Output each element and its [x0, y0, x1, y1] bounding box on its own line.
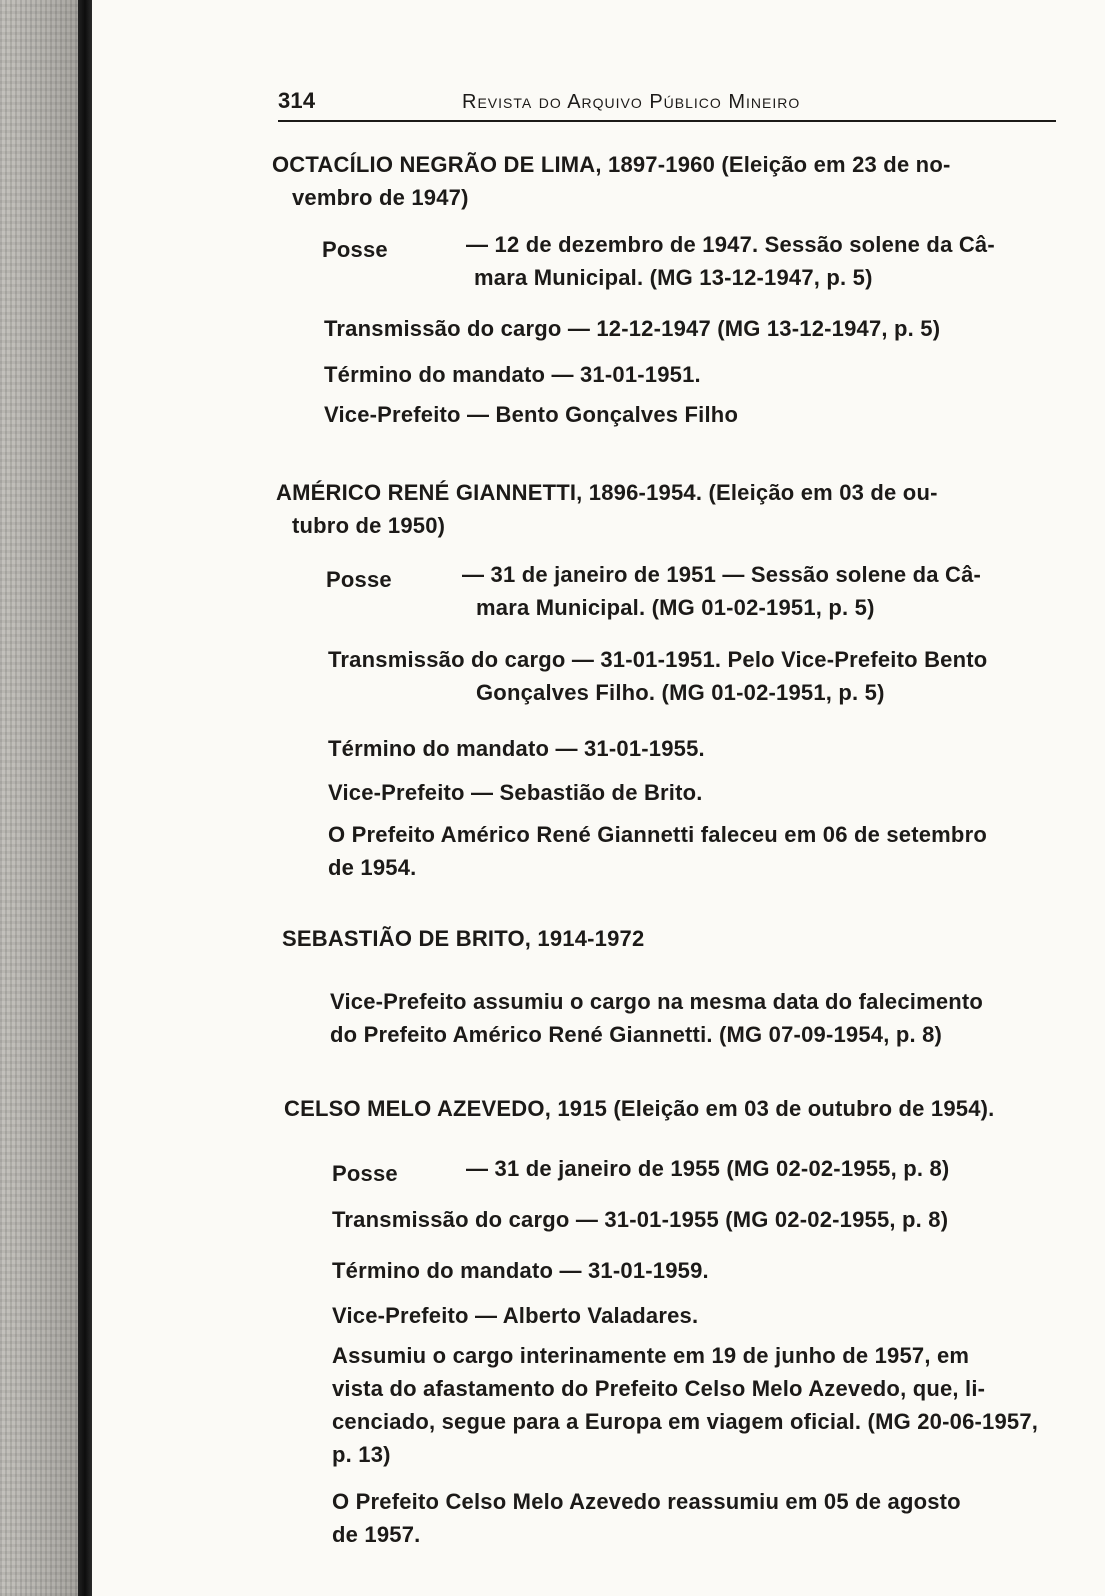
- termino-text: Término do mandato — 31-01-1951.: [324, 362, 701, 387]
- note-text-cont: p. 13): [332, 1442, 391, 1467]
- termino-text: Término do mandato — 31-01-1959.: [332, 1258, 709, 1283]
- vice-prefeito-text: Vice-Prefeito — Alberto Valadares.: [332, 1303, 699, 1328]
- transmissao-text: Transmissão do cargo — 31-01-1951. Pelo Vice-Prefeito Bento: [328, 647, 988, 672]
- posse-text: — 12 de dezembro de 1947. Sessão solene da Câ-: [466, 232, 995, 257]
- book-spine: [78, 0, 92, 1596]
- posse-label: Posse: [322, 237, 388, 262]
- termino-text: Término do mandato — 31-01-1955.: [328, 736, 705, 761]
- page-header: [278, 84, 1056, 122]
- transmissao-text: Transmissão do cargo — 12-12-1947 (MG 13-12-1947, p. 5): [324, 316, 941, 341]
- note-text-cont: do Prefeito Américo René Giannetti. (MG 07-09-1954, p. 8): [330, 1022, 943, 1047]
- vice-prefeito-text: Vice-Prefeito — Bento Gonçalves Filho: [324, 402, 739, 427]
- entry-heading: AMÉRICO RENÉ GIANNETTI, 1896-1954. (Eleição em 03 de ou-: [276, 480, 938, 505]
- entry-heading-cont: tubro de 1950): [292, 513, 446, 538]
- document-page: [270, 0, 1070, 1596]
- note-text: Assumiu o cargo interinamente em 19 de junho de 1957, em: [332, 1343, 970, 1368]
- entry-heading-cont: vembro de 1947): [292, 185, 469, 210]
- note-text-cont: de 1957.: [332, 1522, 421, 1547]
- posse-text-cont: mara Municipal. (MG 01-02-1951, p. 5): [476, 595, 875, 620]
- note-text-cont: vista do afastamento do Prefeito Celso Melo Azevedo, que, li-: [332, 1376, 986, 1401]
- scan-gutter: [0, 0, 78, 1596]
- entry-heading: OCTACÍLIO NEGRÃO DE LIMA, 1897-1960 (Eleição em 23 de no-: [272, 152, 951, 177]
- posse-text: — 31 de janeiro de 1955 (MG 02-02-1955, p. 8): [466, 1156, 950, 1181]
- entry-heading: CELSO MELO AZEVEDO, 1915 (Eleição em 03 de outubro de 1954).: [284, 1096, 995, 1121]
- transmissao-text: Transmissão do cargo — 31-01-1955 (MG 02-02-1955, p. 8): [332, 1207, 949, 1232]
- posse-text: — 31 de janeiro de 1951 — Sessão solene da Câ-: [462, 562, 982, 587]
- note-text: Vice-Prefeito assumiu o cargo na mesma data do falecimento: [330, 989, 984, 1014]
- transmissao-text-cont: Gonçalves Filho. (MG 01-02-1951, p. 5): [476, 680, 885, 705]
- note-text-cont: de 1954.: [328, 855, 417, 880]
- posse-label: Posse: [332, 1161, 398, 1186]
- entry-heading: SEBASTIÃO DE BRITO, 1914-1972: [282, 926, 645, 951]
- note-text-cont: cenciado, segue para a Europa em viagem oficial. (MG 20-06-1957,: [332, 1409, 1039, 1434]
- posse-text-cont: mara Municipal. (MG 13-12-1947, p. 5): [474, 265, 873, 290]
- page-number: 314: [278, 88, 316, 113]
- note-text: O Prefeito Américo René Giannetti faleceu em 06 de setembro: [328, 822, 987, 847]
- vice-prefeito-text: Vice-Prefeito — Sebastião de Brito.: [328, 780, 703, 805]
- journal-title: Revista do Arquivo Público Mineiro: [462, 91, 801, 113]
- posse-label: Posse: [326, 567, 392, 592]
- note-text: O Prefeito Celso Melo Azevedo reassumiu em 05 de agosto: [332, 1489, 961, 1514]
